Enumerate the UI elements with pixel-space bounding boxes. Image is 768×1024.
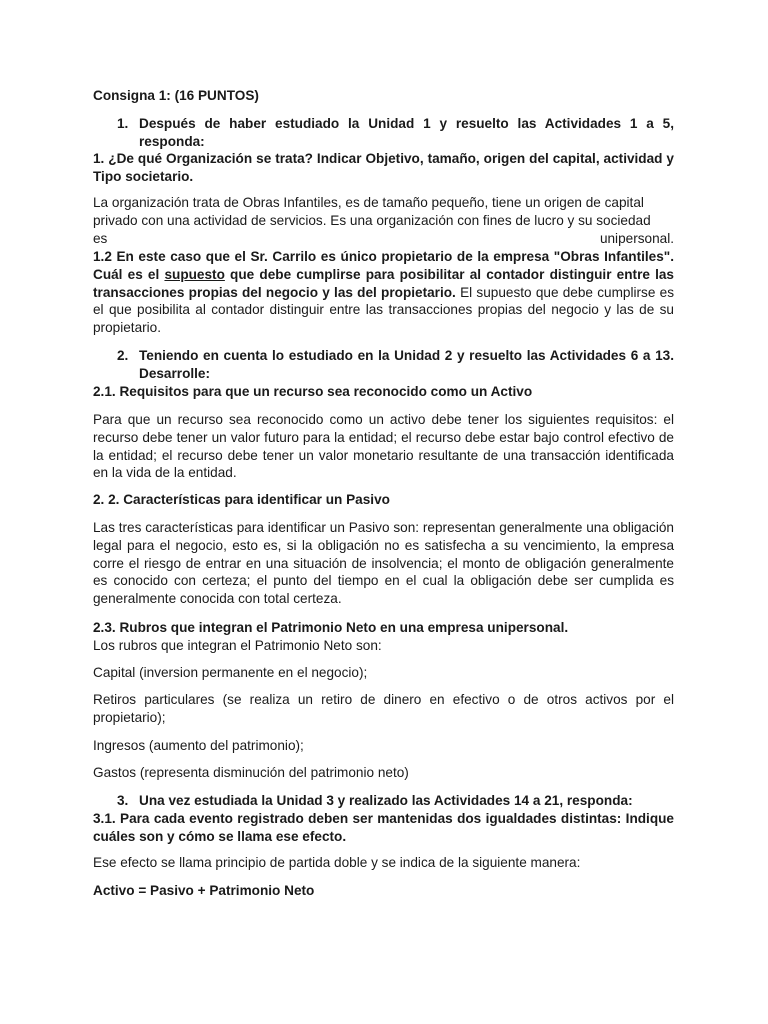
question-2-3: 2.3. Rubros que integran el Patrimonio Neto en una empresa unipersonal. — [93, 620, 569, 635]
question-1-2-block — [93, 248, 674, 337]
question-2 — [117, 347, 674, 383]
question-1-number: 1. — [117, 116, 129, 131]
rubro-item: Retiros particulares (se realiza un retiro de dinero en efectivo o de otros activos por el propietario); — [93, 692, 674, 725]
rubro-item: Gastos (representa disminución del patrimonio neto) — [93, 765, 409, 780]
answer-3-1: Ese efecto se llama principio de partida doble y se indica de la siguiente manera: — [93, 855, 581, 870]
question-2-text: Teniendo en cuenta lo estudiado en la Unidad 2 y resuelto las Actividades 6 a 13. Desarrolle: — [139, 348, 674, 381]
rubro-item: Ingresos (aumento del patrimonio); — [93, 738, 304, 753]
question-2-3-block — [93, 619, 674, 655]
question-1-2-underlined: supuesto — [164, 266, 225, 282]
answer-1-1-line-3 — [93, 230, 674, 248]
equation: Activo = Pasivo + Patrimonio Neto — [93, 883, 315, 898]
answer-1-1-unipersonal: unipersonal. — [599, 230, 674, 246]
question-2-1: 2.1. Requisitos para que un recurso sea reconocido como un Activo — [93, 384, 533, 399]
answer-1-2: El supuesto que debe cumplirse es el que posibilita al contador distinguir entre las transacciones propias del negocio y las de su propietario. — [93, 284, 674, 336]
answer-2-2: Las tres características para identificar un Pasivo son: representan generalmente una obligación legal para el negocio, esto es, si la obligación no es satisfecha a su vencimiento, la empresa corre el riesgo de entrar en una situación de insolvencia; el monto de obligación generalmente es conocido con certeza; el punto del tiempo en el cual la obligación debe ser cumplida es generalmente conocida con total certeza. — [93, 520, 674, 607]
question-3-number: 3. — [117, 793, 129, 808]
question-1-1: 1. ¿De qué Organización se trata? Indicar Objetivo, tamaño, origen del capital, actividad y Tipo societario. — [93, 151, 674, 184]
question-1-text: Después de haber estudiado la Unidad 1 y resuelto las Actividades 1 a 5, responda: — [139, 116, 674, 149]
answer-2-1: Para que un recurso sea reconocido como un activo debe tener los siguientes requisitos: el recurso debe tener un valor futuro para la entidad; el recurso debe estar bajo control efectivo de la entidad; el recurso debe tener un valor monetario resultante de una transacción identificada en la vida de la entidad. — [93, 412, 674, 481]
question-3-1: 3.1. Para cada evento registrado deben ser mantenidas dos igualdades distintas: Indique cuáles son y cómo se llama ese efecto. — [93, 811, 674, 844]
question-1-2-before: 1.2 En este caso que el Sr. Carrilo es único propietario de la empresa "Obras Infantiles". Cuál es el — [93, 249, 674, 282]
answer-2-3-intro: Los rubros que integran el Patrimonio Neto son: — [93, 637, 382, 653]
rubro-item: Capital (inversion permanente en el negocio); — [93, 665, 368, 680]
answer-1-1-es: es — [93, 230, 108, 246]
answer-1-1-line-1 — [93, 194, 674, 212]
answer-1-1-line-1-text: La organización trata de Obras Infantiles, es de tamaño pequeño, tiene un origen de capital — [93, 195, 644, 210]
consigna-heading: Consigna 1: (16 PUNTOS) — [93, 88, 259, 103]
answer-1-1 — [93, 194, 674, 247]
question-1 — [117, 115, 674, 151]
question-3 — [117, 792, 674, 810]
question-1-2-after: que debe cumplirse para posibilitar al contador distinguir entre las transacciones propias del negocio y las del propietario. — [93, 266, 674, 300]
answer-1-1-line-2: privado con una actividad de servicios. Es una organización con fines de lucro y su sociedad — [93, 212, 651, 228]
question-2-number: 2. — [117, 348, 129, 363]
question-2-2: 2. 2. Características para identificar un Pasivo — [93, 492, 390, 507]
question-3-text: Una vez estudiada la Unidad 3 y realizado las Actividades 14 a 21, responda: — [139, 793, 633, 808]
